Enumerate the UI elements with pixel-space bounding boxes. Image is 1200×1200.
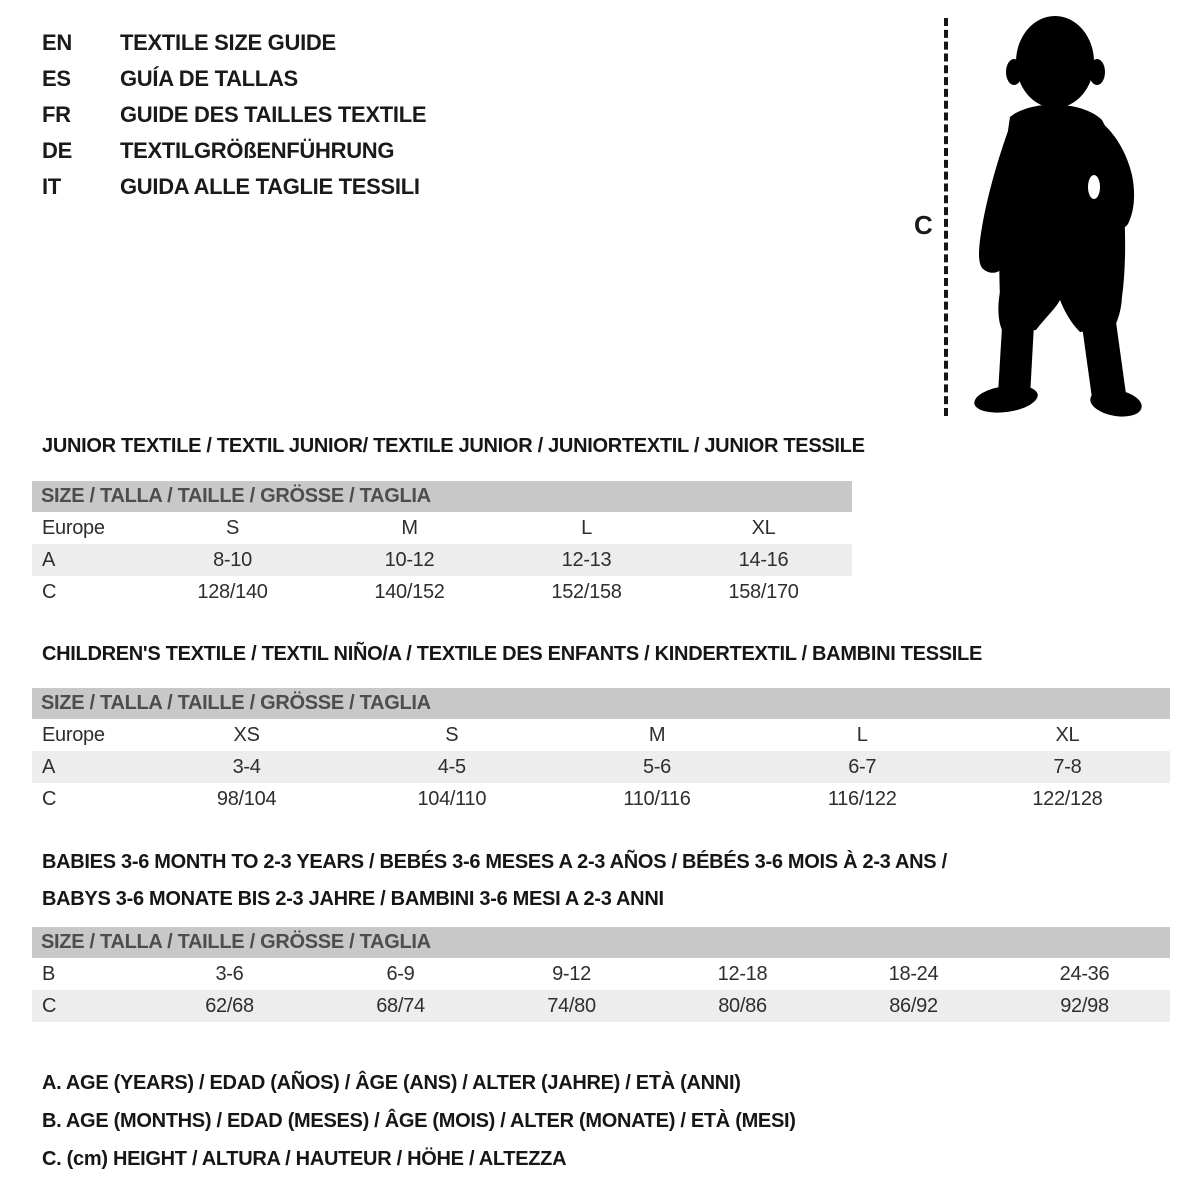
children-size-table (32, 688, 1170, 815)
table-cell: 86/92 (889, 994, 938, 1017)
language-code: IT (42, 174, 61, 199)
language-row-it (42, 169, 426, 205)
table-cell: M (401, 516, 418, 539)
table-cell: 122/128 (1032, 787, 1103, 810)
table-cell: 6-9 (386, 962, 415, 985)
table-cell: 110/116 (623, 787, 691, 810)
language-list (42, 25, 426, 205)
table-cell: 12-18 (717, 962, 768, 985)
row-label: Europe (42, 723, 105, 746)
table-cell: 158/170 (728, 580, 799, 603)
table-cell: 18-24 (888, 962, 939, 985)
table-cell: 80/86 (718, 994, 767, 1017)
row-label: A (42, 755, 56, 778)
table-cell: S (225, 516, 240, 539)
height-measure-dashed-line (944, 18, 948, 416)
babies-title-line2: BABYS 3-6 MONATE BIS 2-3 JAHRE / BAMBINI 3-6 MESI A 2-3 ANNI (42, 888, 664, 910)
language-title: GUIDE DES TAILLES TEXTILE (120, 102, 427, 127)
babies-section-title (42, 844, 947, 918)
table-cell: 24-36 (1059, 962, 1110, 985)
row-label: C (42, 787, 57, 810)
table-cell: L (856, 723, 868, 746)
language-code: EN (42, 30, 72, 55)
language-title: GUIDA ALLE TAGLIE TESSILI (120, 174, 420, 199)
row-label: C (42, 580, 57, 603)
language-code: FR (42, 102, 71, 127)
table-cell: 3-6 (215, 962, 244, 985)
table-cell: 8-10 (213, 548, 252, 571)
table-row-europe (32, 512, 852, 544)
table-cell: XL (1055, 723, 1080, 746)
table-cell: 5-6 (643, 755, 672, 778)
table-cell: 98/104 (216, 787, 277, 810)
junior-section-title: JUNIOR TEXTILE / TEXTIL JUNIOR/ TEXTILE JUNIOR / JUNIORTEXTIL / JUNIOR TESSILE (42, 435, 865, 457)
language-row-en (42, 25, 426, 61)
table-cell: XS (233, 723, 260, 746)
row-label: C (42, 994, 57, 1017)
table-cell: L (581, 516, 592, 539)
height-measure-label: C (914, 210, 933, 240)
footnote-b: B. AGE (MONTHS) / EDAD (MESES) / ÂGE (MOIS) / ALTER (MONATE) / ETÀ (MESI) (42, 1110, 796, 1132)
language-row-de (42, 133, 426, 169)
table-cell: 7-8 (1053, 755, 1082, 778)
table-row-europe (32, 719, 1170, 751)
language-row-fr (42, 97, 426, 133)
table-cell: 152/158 (551, 580, 622, 603)
row-label: A (42, 548, 56, 571)
children-section-title: CHILDREN'S TEXTILE / TEXTIL NIÑO/A / TEXTILE DES ENFANTS / KINDERTEXTIL / BAMBINI TESSILE (42, 643, 982, 665)
table-row-height (32, 576, 852, 608)
table-cell: 62/68 (205, 994, 254, 1017)
row-label: B (42, 962, 56, 985)
language-title: TEXTILGRÖßENFÜHRUNG (120, 138, 395, 163)
table-row-height (32, 990, 1170, 1022)
table-row-height (32, 783, 1170, 815)
table-cell: XL (751, 516, 776, 539)
table-cell: 4-5 (437, 755, 466, 778)
table-cell: 12-13 (561, 548, 612, 571)
table-cell: 3-4 (232, 755, 261, 778)
table-cell: 68/74 (376, 994, 425, 1017)
table-row-age-months (32, 958, 1170, 990)
table-cell: 9-12 (552, 962, 591, 985)
table-cell: 92/98 (1060, 994, 1109, 1017)
footnote-a: A. AGE (YEARS) / EDAD (AÑOS) / ÂGE (ANS) / ALTER (JAHRE) / ETÀ (ANNI) (42, 1072, 741, 1094)
table-cell: M (648, 723, 666, 746)
language-code: DE (42, 138, 72, 163)
language-title: GUÍA DE TALLAS (120, 66, 298, 91)
toddler-silhouette-icon (958, 12, 1153, 422)
row-label: Europe (42, 516, 105, 539)
table-cell: 104/110 (417, 787, 487, 810)
junior-size-table (32, 481, 852, 608)
footnotes (42, 1064, 796, 1178)
language-title: TEXTILE SIZE GUIDE (120, 30, 336, 55)
table-cell: 10-12 (384, 548, 435, 571)
table-cell: 74/80 (547, 994, 596, 1017)
language-row-es (42, 61, 426, 97)
size-table-header: SIZE / TALLA / TAILLE / GRÖSSE / TAGLIA (32, 927, 1170, 958)
table-row-age (32, 751, 1170, 783)
size-table-header: SIZE / TALLA / TAILLE / GRÖSSE / TAGLIA (32, 481, 852, 512)
footnote-c: C. (cm) HEIGHT / ALTURA / HAUTEUR / HÖHE / ALTEZZA (42, 1148, 567, 1170)
table-cell: 14-16 (738, 548, 789, 571)
table-cell: S (445, 723, 459, 746)
table-row-age (32, 544, 852, 576)
size-table-header: SIZE / TALLA / TAILLE / GRÖSSE / TAGLIA (32, 688, 1170, 719)
language-code: ES (42, 66, 71, 91)
babies-size-table (32, 927, 1170, 1022)
table-cell: 140/152 (374, 580, 445, 603)
table-cell: 116/122 (827, 787, 897, 810)
table-cell: 6-7 (848, 755, 877, 778)
babies-title-line1: BABIES 3-6 MONTH TO 2-3 YEARS / BEBÉS 3-6 MESES A 2-3 AÑOS / BÉBÉS 3-6 MOIS À 2-3 ANS / (42, 851, 947, 873)
table-cell: 128/140 (197, 580, 268, 603)
